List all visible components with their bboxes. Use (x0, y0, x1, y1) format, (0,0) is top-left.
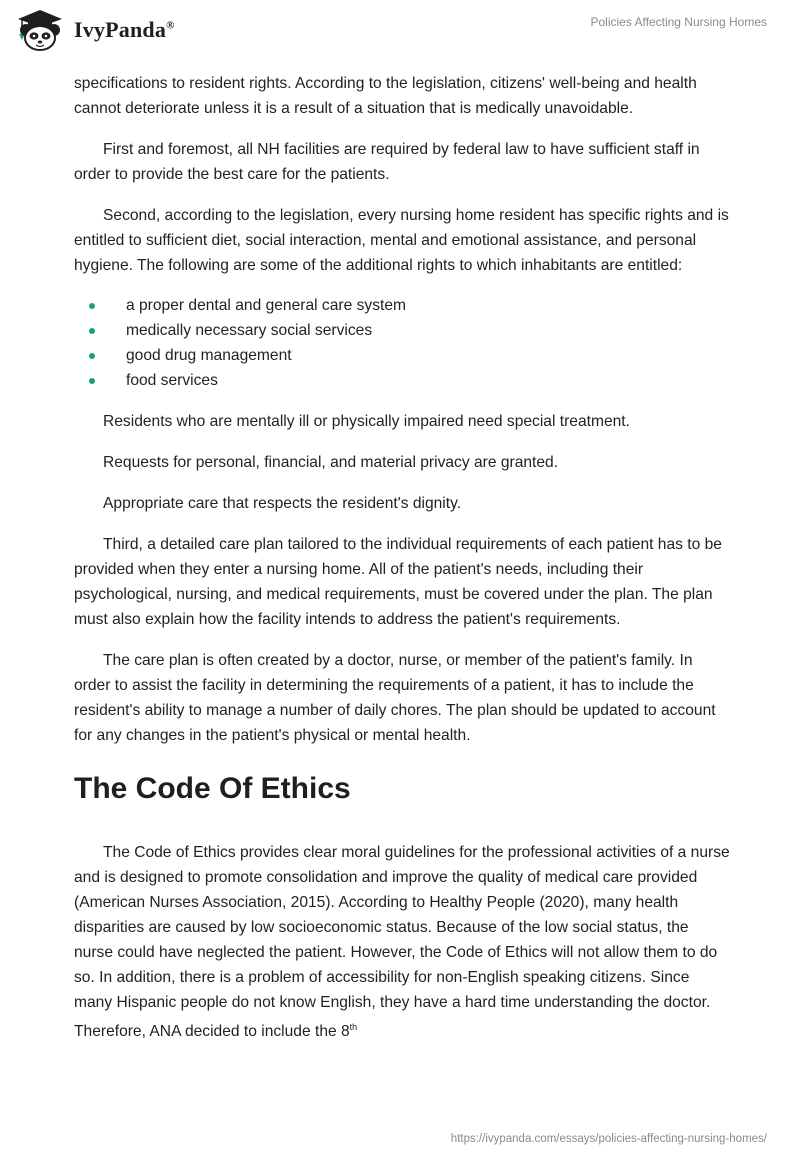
list-item (74, 318, 730, 343)
article-body (74, 71, 730, 1044)
paragraph: Third, a detailed care plan tailored to the individual requirements of each patient has to be provided when they enter a nursing home. All of the patient's needs, including their psychological, nursing, and medical requirements, must be covered under the plan. The plan must also explain how the facility intends to address the patient's requirements. (74, 536, 722, 628)
source-url[interactable]: https://ivypanda.com/essays/policies-affecting-nursing-homes/ (450, 1133, 767, 1145)
list-item-text: a proper dental and general care system (126, 297, 406, 314)
paragraph: Second, according to the legislation, every nursing home resident has specific rights and is entitled to sufficient diet, social interaction, mental and emotional assistance, and personal hygiene. The following are some of the additional rights to which inhabitants are entitled: (74, 207, 729, 274)
paragraph: The care plan is often created by a doctor, nurse, or member of the patient's family. In order to assist the facility in determining the requirements of a patient, it has to include the resident's ability to manage a number of daily chores. The plan should be updated to account for any changes in the patient's physical or mental health. (74, 652, 716, 744)
list-item (74, 368, 730, 393)
registered-mark: ® (166, 19, 175, 32)
panda-logo-icon (14, 8, 66, 52)
list-item (74, 293, 730, 318)
bullet-icon (89, 303, 95, 309)
bullet-icon (89, 328, 95, 334)
paragraph: Residents who are mentally ill or physically impaired need special treatment. (103, 413, 630, 430)
paragraph: First and foremost, all NH facilities are required by federal law to have sufficient staff in order to provide the best care for the patients. (74, 141, 700, 183)
logo[interactable] (14, 8, 175, 52)
list-item-text: food services (126, 372, 218, 389)
rights-list (74, 293, 730, 393)
bullet-icon (89, 353, 95, 359)
list-item-text: good drug management (126, 347, 292, 364)
section-heading: The Code Of Ethics (74, 772, 351, 805)
brand-text: IvyPanda (74, 17, 167, 42)
list-item (74, 343, 730, 368)
paragraph: Appropriate care that respects the resident's dignity. (103, 495, 462, 512)
paragraph-text: The Code of Ethics provides clear moral guidelines for the professional activities of a nurse and is designed to promote consolidation and improve the quality of medical care provided (American Nurses Association, 2015). According to Healthy People (2020), many health disparities are caused by low socioeconomic status. Because of the low social status, the nurse could have neglected the patient. However, the Code of Ethics will not allow them to do so. In addition, there is a problem of accessibility for non-English speaking citizens. Since many Hispanic people do not know English, they have a hard time understanding the doctor. Therefore, ANA decided to include the 8 (74, 844, 730, 1041)
page-header (0, 0, 800, 60)
list-item-text: medically necessary social services (126, 322, 373, 339)
document-title: Policies Affecting Nursing Homes (590, 15, 767, 29)
paragraph: specifications to resident rights. According to the legislation, citizens' well-being and health cannot deteriorate unless it is a result of a situation that is medically unavoidable. (74, 75, 697, 117)
paragraph: Requests for personal, financial, and material privacy are granted. (103, 454, 559, 471)
brand-name (74, 17, 175, 43)
paragraph (74, 840, 730, 1044)
bullet-icon (89, 378, 95, 384)
superscript: th (349, 1022, 358, 1032)
